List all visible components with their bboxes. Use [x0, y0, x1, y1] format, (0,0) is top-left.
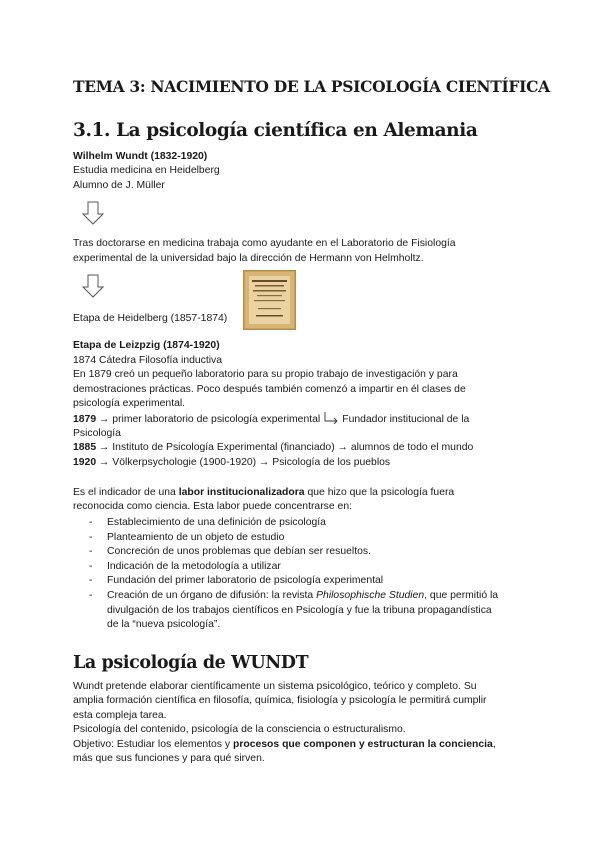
text-span: Es el indicador de una	[73, 487, 179, 498]
text-line: psicología experimental.	[73, 398, 186, 409]
list-item	[73, 560, 498, 575]
text-span: ,	[492, 739, 496, 750]
bold-span: labor institucionalizadora	[178, 487, 305, 498]
year-label: 1879	[73, 414, 97, 425]
list-item-text: , que permitió la	[424, 589, 499, 601]
text-line: Psicología del contenido, psicología de la consciencia o estructuralismo.	[73, 724, 406, 735]
list-item-text: Concreción de unos problemas que debían ser resueltos.	[107, 546, 371, 558]
year-text: → Instituto de Psicología Experimental (financiado) → alumnos de todo el mundo	[96, 442, 474, 453]
down-arrow-icon	[82, 274, 104, 298]
list-item-text: de la “nueva psicología”.	[107, 619, 221, 631]
year-1879-line	[73, 412, 469, 428]
text-line: Alumno de J. Müller	[73, 180, 165, 191]
year-label: 1920	[73, 457, 97, 468]
list-item	[73, 589, 498, 604]
list-item	[73, 574, 498, 589]
list-item-text: Fundación del primer laboratorio de psicología experimental	[107, 575, 384, 587]
text-line: En 1879 creó un pequeño laboratorio para su propio trabajo de investigación y para	[73, 369, 458, 380]
text-line: 1874 Cátedra Filosofía inductiva	[73, 355, 223, 366]
list-item-continuation	[73, 604, 498, 619]
text-line: más que sus funciones y para qué sirven.	[73, 753, 265, 764]
list-item	[73, 516, 498, 531]
list-dash: -	[89, 546, 93, 558]
text-line: demostraciones prácticas. Poco después también comenzó a impartir en él clases de	[73, 384, 466, 395]
text-line: esta compleja tarea.	[73, 710, 167, 721]
labor-list	[73, 516, 498, 633]
text-line: Tras doctorarse en medicina trabaja como ayudante en el Laboratorio de Fisiología	[73, 238, 456, 249]
turn-right-arrow-icon	[323, 412, 339, 424]
list-item-text: Establecimiento de una definición de psicología	[107, 517, 326, 528]
section-heading-alemania: 3.1. La psicología científica en Alemania	[73, 120, 478, 141]
indicator-line	[73, 486, 454, 501]
year-text: → Völkerpsychologie (1900-1920) → Psicología de los pueblos	[96, 457, 391, 468]
year-1885-line	[73, 441, 473, 456]
year-text: Fundador institucional de la	[342, 414, 470, 425]
text-line: Psicología	[73, 428, 121, 439]
down-arrow-icon	[82, 201, 104, 225]
list-dash: -	[89, 589, 93, 601]
text-line: reconocida como ciencia. Esta labor puede concentrarse en:	[73, 501, 352, 512]
text-line: Wundt pretende elaborar científicamente un sistema psicológico, teórico y completo. Su	[73, 681, 477, 692]
list-dash: -	[89, 560, 93, 572]
book-cover-image	[243, 270, 296, 330]
list-item-text: divulgación de los trabajos científicos en Psicología y fue la tribuna propagandística	[107, 604, 492, 616]
section-heading-wundt: La psicología de WUNDT	[73, 653, 309, 673]
year-text: → primer laboratorio de psicología experimental	[96, 414, 321, 425]
text-line: experimental de la universidad bajo la dirección de Hermann von Helmholtz.	[73, 253, 424, 264]
text-line: amplia formación científica en filosofía, química, fisiología y psicología le permitirá cumplir	[73, 695, 487, 706]
year-1920-line	[73, 456, 390, 471]
text-line: Estudia medicina en Heidelberg	[73, 165, 220, 176]
year-label: 1885	[73, 442, 97, 453]
list-item	[73, 531, 498, 546]
list-item-continuation	[73, 618, 498, 633]
list-item-text: Planteamiento de un objeto de estudio	[107, 531, 285, 543]
heidelberg-stage: Etapa de Heidelberg (1857-1874)	[73, 313, 228, 324]
leipzig-stage: Etapa de Leizpzig (1874-1920)	[73, 340, 220, 351]
bold-span: procesos que componen y estructuran la conciencia	[232, 739, 493, 750]
page-title: TEMA 3: NACIMIENTO DE LA PSICOLOGÍA CIENTÍFICA	[73, 77, 550, 96]
journal-title: Philosophische Studien	[316, 589, 425, 601]
list-dash: -	[89, 517, 93, 528]
text-span: que hizo que la psicología fuera	[304, 487, 455, 498]
list-dash: -	[89, 575, 93, 587]
list-item-text: Creación de un órgano de difusión: la revista	[107, 589, 317, 601]
text-span: Objetivo: Estudiar los elementos y	[73, 739, 233, 750]
objective-line	[73, 738, 496, 753]
wundt-name: Wilhelm Wundt (1832-1920)	[73, 151, 208, 162]
list-dash: -	[89, 531, 93, 543]
list-item-text: Indicación de la metodología a utilizar	[107, 560, 281, 572]
list-item	[73, 545, 498, 560]
